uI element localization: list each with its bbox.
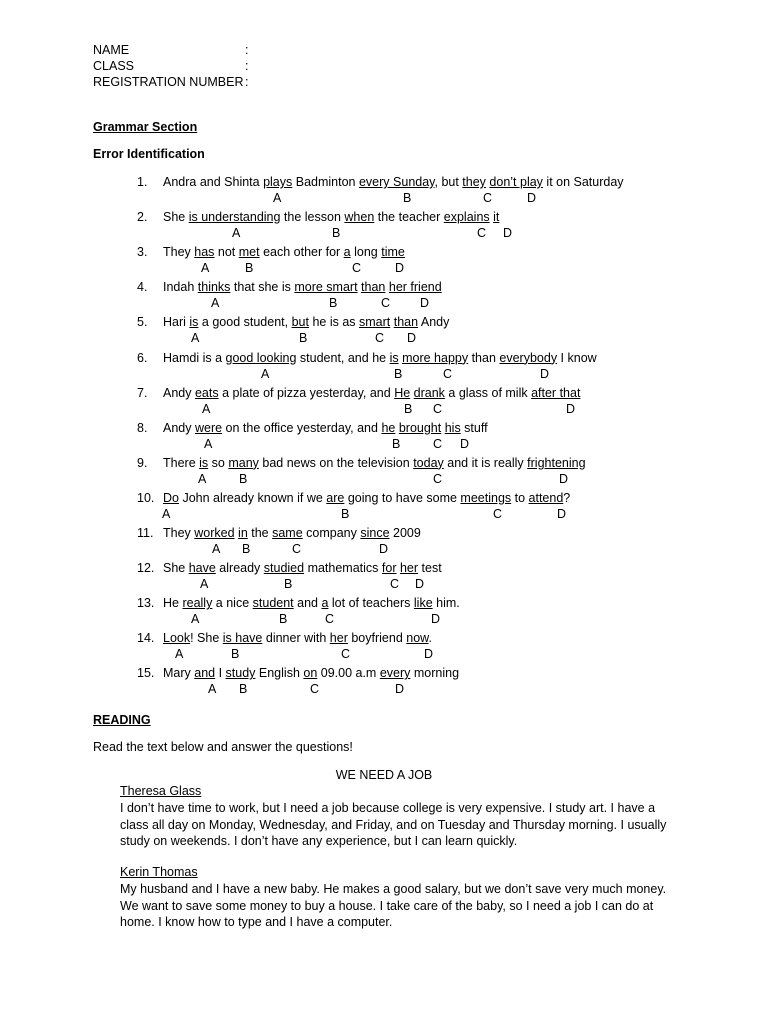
question-14 [137,631,432,646]
underlined-option: in [238,526,248,540]
question-number: 15. [137,666,155,681]
answer-letters-4 [0,296,768,311]
option-letter: B [404,401,413,416]
sentence-text: Indah [163,280,198,295]
sentence-text: Hamdi is a [163,350,226,365]
underlined-option: attend [528,490,564,505]
sentence-text: and [293,596,322,611]
underlined-option: since [360,526,390,540]
underlined-option: but [291,315,309,330]
question-10 [137,491,570,506]
sentence-text: . [428,631,432,646]
underlined-option: today [413,455,444,470]
sentence-text: him. [432,596,460,611]
answer-letters-13 [0,612,768,627]
option-letter: A [261,366,270,381]
underlined-option: student [252,596,294,611]
underlined-option: it [493,210,500,225]
option-letter: B [299,331,308,346]
sentence-text: a nice [212,596,253,611]
option-letter: A [212,542,221,556]
reading-text-title: WE NEED A JOB [335,768,433,782]
option-letter: D [379,542,389,556]
sentence-text: student, and he [296,350,390,365]
option-letter: B [394,366,403,381]
option-letter: A [191,331,200,346]
sentence-text: lot of teachers [328,596,414,611]
registration-number-colon: : [245,75,249,89]
underlined-option: explains [443,210,490,225]
sentence-text: that she is [230,280,295,295]
underlined-option: every Sunday [358,175,435,189]
question-number: 6. [137,350,148,365]
sentence-text: stuff [460,420,488,435]
grammar-section-title: Grammar Section [93,120,198,134]
sentence-text: bad news on the television [258,455,414,470]
question-number: 11. [137,526,154,540]
underlined-option: after that [531,385,581,400]
option-letter: D [566,401,576,416]
question-number: 3. [137,245,148,260]
underlined-option: more happy [402,350,469,365]
underlined-option: when [344,210,375,225]
option-letter: D [395,261,405,276]
person-text-theresa: I don’t have time to work, but I need a job because college is very expensive. I study art. I have a class all day on Monday, Wednesday, and Friday, and on Tuesday and Thursday morning. I usually study on weekends. I don’t have any experience, but I can learn quickly. [120,801,667,848]
answer-letters-15 [0,682,768,697]
answer-letters-1 [0,191,768,206]
sentence-text: already [215,561,264,576]
sentence-text: I know [557,350,597,365]
sentence-text: so [208,455,229,470]
person-name-kerin: Kerin Thomas [120,865,198,879]
option-letter: D [395,682,405,697]
underlined-option: his [444,420,461,435]
underlined-option: studied [263,561,305,576]
option-letter: C [381,296,391,311]
sentence-text: 09.00 a.m [317,666,380,681]
underlined-option: don’t play [489,175,543,189]
question-4 [137,280,442,295]
underlined-option: drank [413,385,445,400]
underlined-option: He [394,385,411,400]
question-9 [137,456,586,471]
underlined-option: study [225,666,256,681]
option-letter: B [341,506,350,521]
answer-letters-10 [0,507,768,522]
question-11 [137,526,421,541]
underlined-option: is [199,455,209,470]
underlined-option: a [321,596,329,611]
registration-number-label: REGISTRATION NUMBER [93,75,244,89]
option-letter: B [332,226,341,241]
sentence-text: ! She [190,631,223,646]
question-number: 2. [137,210,148,225]
option-letter: D [424,647,434,662]
sentence-text: Andy [163,420,195,435]
sentence-text: and it is really [443,455,528,470]
option-letter: A [211,296,220,311]
option-letter: A [202,401,211,416]
sentence-text: Hari [163,315,190,330]
underlined-option: for [381,561,397,576]
answer-letters-9 [0,472,768,487]
underlined-option: more smart [294,280,358,295]
sentence-text: boyfriend [347,631,407,646]
option-letter: C [352,261,362,276]
underlined-option: like [413,596,433,611]
sentence-text: Andy [418,315,450,330]
question-number: 4. [137,280,148,295]
person-text-kerin: My husband and I have a new baby. He makes a good salary, but we don’t save very much money. We want to save some money to buy a house. I take care of the baby, so I need a job I can do at home. I know how to type and I have a computer. [120,882,667,929]
option-letter: B [245,261,254,276]
sentence-text: long [350,245,382,260]
sentence-text: They [163,526,195,540]
underlined-option: are [326,490,345,505]
option-letter: C [341,647,351,662]
underlined-option: many [228,455,259,470]
answer-letters-5 [0,331,768,346]
sentence-text: going to have some [344,490,461,505]
answer-letters-11 [0,542,768,557]
option-letter: B [279,612,288,627]
sentence-text: She [163,561,189,576]
option-letter: D [460,436,470,451]
underlined-option: every [379,666,411,681]
person-name-theresa: Theresa Glass [120,784,202,798]
option-letter: A [198,471,207,486]
sentence-text: mathematics [304,561,382,576]
underlined-option: Look [163,631,191,646]
sentence-text: test [418,561,442,576]
underlined-option: and [194,666,216,681]
underlined-option: he [381,420,396,435]
sentence-text: company [302,526,361,540]
option-letter: B [239,471,248,486]
underlined-option: Do [163,490,179,505]
underlined-option: is have [222,631,263,646]
option-letter: D [407,331,417,346]
reading-instruction: Read the text below and answer the questions! [93,740,353,754]
sentence-text: , but [434,175,463,189]
underlined-option: good looking [225,350,297,365]
name-label: NAME [93,43,130,57]
underlined-option: now [406,631,429,646]
sentence-text: a good student, [198,315,292,330]
option-letter: D [540,366,550,381]
underlined-option: plays [263,175,293,189]
sentence-text: Badminton [292,175,359,189]
sentence-text: it on Saturday [542,175,624,189]
question-number: 1. [137,175,148,189]
option-letter: D [420,296,430,311]
question-2 [137,210,499,225]
answer-letters-7 [0,402,768,417]
sentence-text: There [163,455,200,470]
answer-letters-2 [0,226,768,241]
sentence-text: than [468,350,500,365]
sentence-text: not [214,245,239,260]
question-3 [137,245,405,260]
answer-letters-6 [0,367,768,382]
underlined-option: smart [359,315,391,330]
question-1 [137,175,624,190]
option-letter: A [200,577,209,592]
underlined-option: a [343,245,351,260]
option-letter: C [433,436,443,451]
underlined-option: worked [194,526,235,540]
question-number: 9. [137,455,148,470]
answer-letters-8 [0,437,768,452]
option-letter: C [310,682,320,697]
underlined-option: met [238,245,260,260]
underlined-option: on [303,666,318,681]
option-letter: A [162,506,171,521]
underlined-option: her [329,631,348,646]
question-number: 12. [137,561,155,576]
option-letter: A [204,436,213,451]
sentence-text: a glass of milk [444,385,532,400]
underlined-option: is [389,350,399,365]
option-letter: C [325,612,335,627]
option-letter: D [557,506,567,521]
option-letter: B [392,436,401,451]
option-letter: C [443,366,453,381]
sentence-text: dinner with [262,631,330,646]
underlined-option: meetings [460,490,512,505]
sentence-text: Andy [163,385,195,400]
underlined-option: were [194,420,223,435]
question-number: 5. [137,315,148,330]
underlined-option: her [399,561,419,576]
option-letter: D [431,612,441,627]
class-colon: : [245,59,249,73]
option-letter: B [242,542,251,556]
sentence-text: each other for [259,245,344,260]
class-label: CLASS [93,59,134,73]
underlined-option: really [182,596,213,611]
sentence-text: morning [410,666,460,681]
question-7 [137,386,580,401]
question-15 [137,666,459,681]
underlined-option: has [194,245,215,260]
sentence-text: to [511,490,529,505]
question-6 [137,351,597,366]
underlined-option: time [381,245,405,260]
underlined-option: her friend [388,280,442,295]
option-letter: B [403,191,412,205]
question-number: 13. [137,596,155,611]
sentence-text: a plate of pizza yesterday, and [218,385,395,400]
option-letter: A [273,191,282,205]
underlined-option: they [462,175,486,189]
sentence-text: Andra and Shinta [163,175,264,189]
error-identification-title: Error Identification [93,147,205,161]
question-number: 7. [137,385,148,400]
name-colon: : [245,43,249,57]
sentence-text: on the office yesterday, and [222,420,382,435]
sentence-text: 2009 [389,526,421,540]
sentence-text: John already known if we [178,490,327,505]
sentence-text: ? [563,490,571,505]
sentence-text: he is as [308,315,359,330]
underlined-option: everybody [499,350,558,365]
sentence-text: She [163,210,189,225]
option-letter: D [415,577,425,592]
sentence-text: He [163,596,183,611]
underlined-option: frightening [527,455,586,470]
question-8 [137,421,488,436]
option-letter: C [433,401,443,416]
question-number: 8. [137,420,148,435]
option-letter: C [483,191,493,205]
question-13 [137,596,460,611]
option-letter: C [433,471,443,486]
answer-letters-12 [0,577,768,592]
underlined-option: than [393,315,419,330]
option-letter: C [375,331,385,346]
option-letter: D [503,226,513,241]
sentence-text: the lesson [280,210,345,225]
option-letter: B [329,296,338,311]
question-number: 14. [137,631,155,646]
option-letter: D [559,471,569,486]
option-letter: A [208,682,217,697]
option-letter: D [527,191,537,205]
sentence-text: English [255,666,304,681]
option-letter: A [175,647,184,662]
reading-section-title: READING [93,713,151,727]
option-letter: A [191,612,200,627]
option-letter: C [477,226,487,241]
option-letter: C [493,506,503,521]
underlined-option: brought [398,420,442,435]
option-letter: C [390,577,400,592]
underlined-option: than [361,280,386,295]
question-12 [137,561,442,576]
answer-letters-3 [0,261,768,276]
option-letter: C [292,542,302,556]
option-letter: B [284,577,293,592]
underlined-option: eats [194,385,219,400]
sentence-text: I [215,666,226,681]
answer-letters-14 [0,647,768,662]
question-5 [137,315,449,330]
sentence-text: the [247,526,273,540]
option-letter: A [201,261,210,276]
underlined-option: same [272,526,303,540]
underlined-option: is understanding [188,210,281,225]
option-letter: B [231,647,240,662]
sentence-text: They [163,245,195,260]
sentence-text: Mary [163,666,195,681]
sentence-text: the teacher [374,210,444,225]
question-number: 10. [137,490,155,505]
option-letter: B [239,682,248,697]
underlined-option: is [189,315,199,330]
option-letter: A [232,226,241,241]
underlined-option: have [188,561,216,576]
underlined-option: thinks [197,280,231,295]
